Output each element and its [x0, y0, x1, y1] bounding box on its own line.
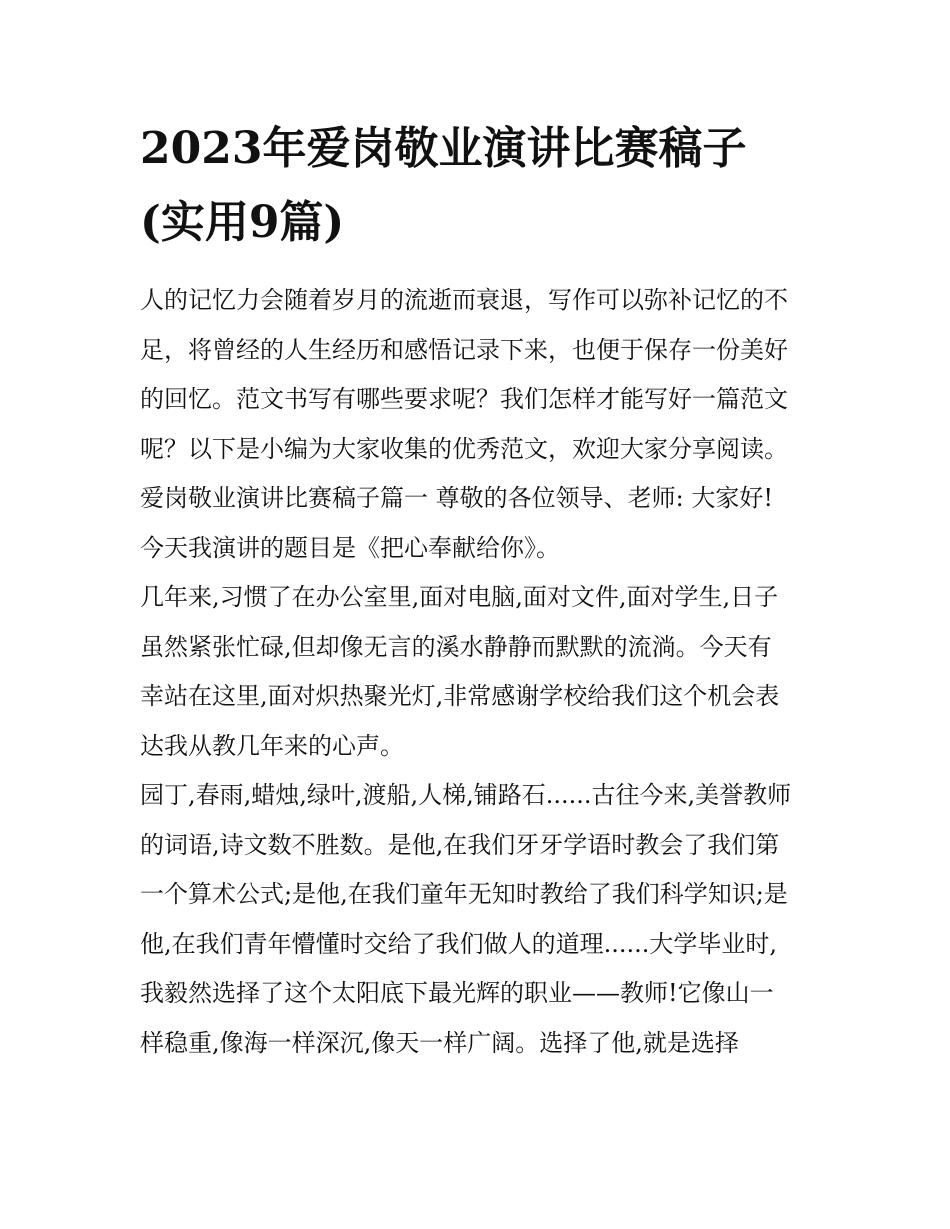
text-line: 样稳重,像海一样深沉,像天一样广阔。选择了他,就是选择 — [140, 1028, 739, 1057]
greeting-paragraph — [140, 474, 820, 524]
text-line: 达我从教几年来的心声。 — [140, 731, 404, 760]
body-paragraph — [140, 771, 820, 1068]
text-line: 的词语,诗文数不胜数。是他,在我们牙牙学语时教会了我们第 — [140, 830, 780, 859]
text-line: 呢？以下是小编为大家收集的优秀范文，欢迎大家分享阅读。 — [140, 434, 788, 463]
document-page — [140, 112, 820, 1068]
text-line: 的回忆。范文书写有哪些要求呢？我们怎样才能写好一篇范文 — [140, 385, 788, 413]
topic-paragraph — [140, 524, 820, 574]
text-line: 我毅然选择了这个太阳底下最光辉的职业——教师!它像山一 — [140, 979, 774, 1007]
document-title — [140, 112, 820, 260]
title-line: 2023年爱岗敬业演讲比赛稿子 — [140, 123, 747, 174]
text-line: 人的记忆力会随着岁月的流逝而衰退，写作可以弥补记忆的不 — [140, 286, 788, 314]
text-line: 他,在我们青年懵懂时交给了我们做人的道理......大学毕业时, — [140, 929, 778, 958]
title-line: (实用9篇) — [140, 197, 345, 248]
intro-paragraph — [140, 276, 820, 474]
body-paragraph — [140, 573, 820, 771]
text-line: 幸站在这里,面对炽热聚光灯,非常感谢学校给我们这个机会表 — [140, 682, 780, 710]
text-line: 虽然紧张忙碌,但却像无言的溪水静静而默默的流淌。今天有 — [140, 632, 772, 661]
text-line: 爱岗敬业演讲比赛稿子篇一 尊敬的各位领导、老师: 大家好! — [140, 484, 773, 512]
text-line: 一个算术公式;是他,在我们童年无知时教给了我们科学知识;是 — [140, 880, 788, 908]
text-line: 几年来,习惯了在办公室里,面对电脑,面对文件,面对学生,日子 — [140, 583, 779, 611]
text-line: 今天我演讲的题目是《把心奉献给你》。 — [140, 533, 560, 562]
text-line: 足，将曾经的人生经历和感悟记录下来，也便于保存一份美好 — [140, 335, 788, 364]
text-line: 园丁,春雨,蜡烛,绿叶,渡船,人梯,铺路石......古往今来,美誉教师 — [140, 781, 792, 809]
